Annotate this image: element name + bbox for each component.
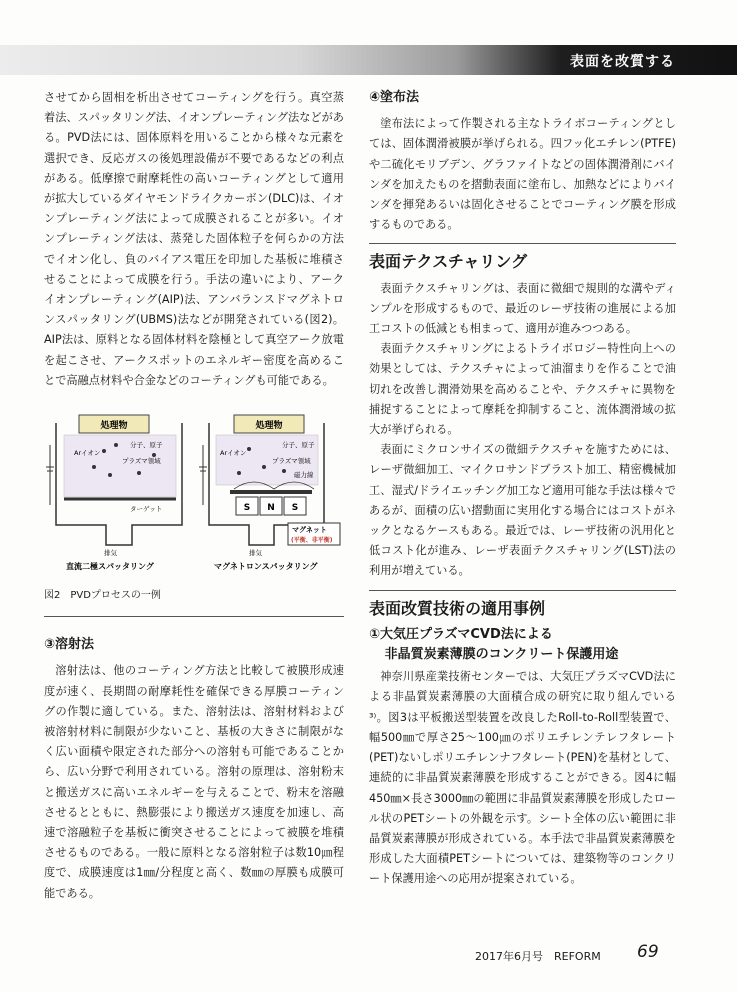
pvd-diagram: [44, 405, 344, 580]
magnet-title: マグネット: [292, 526, 327, 535]
heading-case-1: ①大気圧プラズマCVD法による: [369, 626, 553, 642]
magnet-subtitle: (平衡、非平衡): [291, 537, 333, 545]
heading-thermal-spray: ③溶射法: [44, 637, 95, 653]
fig-name-dc-sputtering: 直流二極スパッタリング: [66, 562, 154, 572]
right-column: [369, 88, 676, 890]
fig-label-object-right: 処理物: [255, 421, 283, 432]
magnet-s-left: S: [243, 503, 251, 514]
heading-coating: ④塗布法: [369, 90, 420, 105]
figure-pvd: [44, 405, 344, 580]
paragraph-thermal-spray: 溶射法は、他のコーティング方法と比較して被膜形成速度が速く、長期間の耐摩耗性を確保できる厚膜コーティングの作製に適している。また、溶射法は、溶射材料および被溶射材料に制限が少ないこと、基板の大きさに制限がなく広い面積や限定された部分への溶射も可能であることから、広い分野で利用されている。溶射の原理は、溶射粉末と搬送ガスに高いエネルギーを与えることで、粉末を溶融させるとともに、熱膨張により搬送ガス速度を加速し、高速で溶融粒子を基板に衝突させることによって被膜を堆積させるものである。一般に原料となる溶射粒子は数10㎛程度で、成膜速度は1㎜/分程度と高く、数㎜の厚膜も成膜可能である。: [44, 664, 344, 900]
fig-label-field: 磁力線: [294, 471, 314, 480]
fig-label-target: ターゲット: [130, 505, 163, 514]
fig-label-ion-left: Arイオン: [74, 449, 101, 458]
fig-label-object-left: 処理物: [100, 421, 128, 432]
fig-label-particle-left: 分子、原子: [130, 441, 163, 450]
heading-texturing: 表面テクスチャリング: [369, 243, 676, 272]
fig-label-plasma-left: プラズマ領域: [122, 457, 161, 466]
paragraph-case-1: 神奈川県産業技術センターでは、大気圧プラズマCVD法による非晶質炭素薄膜の大面積合成の研究に取り組んでいる³⁾。図3は平板搬送型装置を改良したRoll-to-Roll型装置で、幅500㎜で厚さ25～100㎛のポリエチレンテレフタレート(PET)ないしポリエチレンナフタレート(PEN)を基材として、連続的に非晶質炭素薄膜を形成することができる。図4に幅450㎜×長さ3000㎜の範囲に非晶質炭素薄膜を形成したロール状のPETシートの外観を示す。シート全体の広い範囲に非晶質炭素薄膜が形成されている。本手法で非晶質炭素薄膜を形成した大面積PETシートについては、建築物等のコンクリート保護用途への応用が提案されている。: [369, 670, 676, 886]
fig-label-particle-right: 分子、原子: [282, 441, 315, 450]
magnetron-sputter-diagram: [199, 415, 340, 571]
section-title: 表面を改質する: [570, 54, 675, 70]
paragraph-pvd: させてから固相を析出させてコーティングを行う。真空蒸着法、スパッタリング法、イオンプレーティング法などがある。PVD法には、固体原料を用いることから様々な元素を選択でき、反応ガスの後処理設備が不要であるなどの利点がある。低摩擦で耐摩耗性の高いコーティングとして適用が拡大しているダイヤモンドライクカーボン(DLC)は、イオンプレーティング法によって成膜されることが多い。イオンプレーティング法は、蒸発した固体粒子を何らかの方法でイオン化し、負のバイアス電圧を印加した基板に堆積させることによって成膜を行う。手法の違いにより、アークイオンプレーティング(AIP)法、アンバランスドマグネトロンスパッタリング(UBMS)法などが開発されている(図2)。AIP法は、原料となる固体材料を陰極として真空アーク放電を起こさせ、アークスポットのエネルギー密度を高めることで高融点材料や合金などのコーティングも可能である。: [44, 91, 344, 387]
magnet-s-right: S: [291, 503, 299, 514]
figure-caption: 図2 PVDプロセスの一例: [44, 586, 344, 617]
fig-label-exhaust-left: 排気: [104, 549, 117, 558]
magnet-n: N: [267, 503, 275, 514]
fig-label-plasma-right: プラズマ領域: [272, 457, 311, 466]
fig-label-exhaust-right: 排気: [249, 549, 262, 558]
heading-case-1-sub: 非晶質炭素薄膜のコンクリート保護用途: [384, 647, 619, 663]
left-column: [44, 88, 344, 904]
paragraph-texturing-3: 表面にミクロンサイズの微細テクスチャを施すためには、レーザ微細加工、マイクロサンドブラスト加工、精密機械加工、湿式/ドライエッチング加工など適用可能な手法は様々であるが、面積の広い摺動面に実用化する場合にはコストがネックとなるケースもある。最近では、レーザ技術の汎用化と低コスト化が進み、レーザ表面テクスチャリング(LST)法の利用が増えている。: [369, 443, 676, 578]
fig-name-magnetron-sputtering: マグネトロンスパッタリング: [214, 562, 318, 572]
header-band: [0, 45, 737, 75]
paragraph-coating: 塗布法によって作製される主なトライボコーティングとしては、固体潤滑被膜が挙げられる。四フッ化エチレン(PTFE)や二硫化モリブデン、グラファイトなどの固体潤滑剤にバインダを加えたものを摺動表面に塗布し、加熱などによりバインダを揮発あるいは固化させることでコーティング膜を形成するものである。: [369, 117, 676, 232]
paragraph-texturing-2: 表面テクスチャリングによるトライボロジー特性向上への効果としては、テクスチャによって油溜まりを作ることで油切れを改善し潤滑効果を高めることや、テクスチャに異物を捕捉することによって摩耗を抑制すること、流体潤滑域の拡大が挙げられる。: [369, 342, 676, 437]
page-number: 69: [637, 942, 659, 962]
paragraph-texturing-1: 表面テクスチャリングは、表面に微細で規則的な溝やディンプルを形成するもので、最近のレーザ技術の進展による加工コストの低減とも相まって、適用が進みつつある。: [369, 281, 676, 336]
dc-sputter-diagram: [46, 415, 182, 571]
heading-application-cases: 表面改質技術の適用事例: [369, 590, 676, 619]
fig-label-ion-right: Arイオン: [220, 449, 247, 458]
footer-issue: 2017年6月号 REFORM: [475, 950, 601, 963]
